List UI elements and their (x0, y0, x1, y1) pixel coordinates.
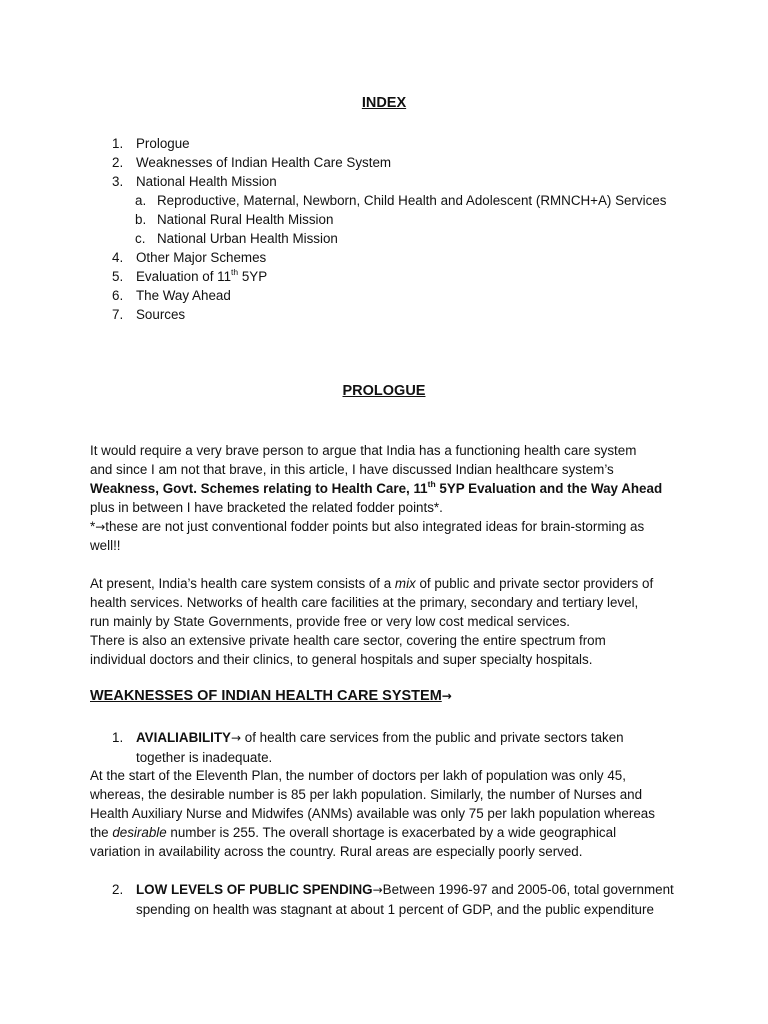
index-item-sources: 7. Sources (112, 307, 186, 322)
index-item-other-schemes: 4. Other Major Schemes (112, 250, 267, 265)
arrow-icon: → (441, 689, 452, 703)
index-item-nhm: 3. National Health Mission (112, 174, 277, 189)
index-item-prologue: 1. Prologue (112, 136, 190, 151)
weakness-item-public-spending: 2. LOW LEVELS OF PUBLIC SPENDING→Between 1996-97 and 2005-06, total government spending on health was stagnant at about 1 percent of GDP, and the public expenditure (112, 882, 674, 917)
arrow-icon: → (372, 883, 383, 897)
index-subitem-rmnch: a. Reproductive, Maternal, Newborn, Child Health and Adolescent (RMNCH+A) Services (135, 193, 667, 208)
index-item-weaknesses: 2. Weaknesses of Indian Health Care System (112, 155, 392, 170)
index-list (112, 134, 666, 324)
prologue-heading: PROLOGUE (342, 383, 426, 399)
weaknesses-heading: WEAKNESSES OF INDIAN HEALTH CARE SYSTEM→ (90, 688, 452, 704)
arrow-icon: → (95, 520, 106, 534)
index-heading: INDEX (361, 95, 407, 111)
index-subitem-nrhm: b. National Rural Health Mission (135, 212, 334, 227)
weakness-item-availability: 1. AVIALIABILITY→ of health care services from the public and private sectors taken together is inadequate. (112, 730, 624, 765)
arrow-icon: → (230, 731, 242, 745)
index-item-way-ahead: 6. The Way Ahead (112, 288, 231, 303)
present-paragraph: At present, India’s health care system consists of a mix of public and private sector providers of health services. Networks of health care facilities at the primary, secondary and tertiary level, run mainly by State Governments, provide free or very low cost medical services. There is also an extensive private health care sector, covering the entire spectrum from individual doctors and their clinics, to general hospitals and super specialty hospitals. (90, 576, 654, 667)
index-subitem-nuhm: c. National Urban Health Mission (135, 231, 338, 246)
prologue-paragraph: It would require a very brave person to argue that India has a functioning health care system and since I am not that brave, in this article, I have discussed Indian healthcare system’s Weakness, Govt. Schemes relating to Health Care, 11th 5YP Evaluation and the Way Ahead plus in between I have bracketed the related fodder points*. *→these are not just conventional fodder points but also integrated ideas for brain-storming as well!! (90, 443, 663, 553)
availability-paragraph: At the start of the Eleventh Plan, the number of doctors per lakh of population was only 45, whereas, the desirable number is 85 per lakh population. Similarly, the number of Nurses and Health Auxiliary Nurse and Midwifes (ANMs) available was only 75 per lakh population whereas the desirable number is 255. The overall shortage is exacerbated by a wide geographical variation in availability across the country. Rural areas are especially poorly served. (90, 768, 655, 859)
index-item-evaluation: 5. Evaluation of 11th 5YP (112, 266, 268, 284)
